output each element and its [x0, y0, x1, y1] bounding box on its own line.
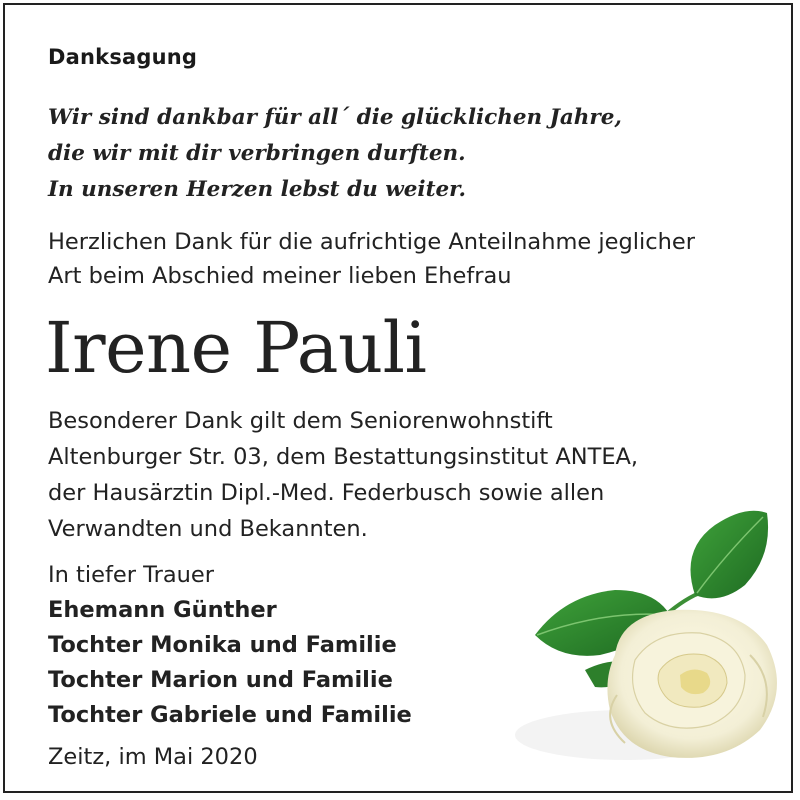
thanks-line: Herzlichen Dank für die aufrichtige Anteilnahme jeglicher	[48, 229, 695, 255]
mourner-entry: Ehemann Günther	[48, 597, 277, 623]
mourning-intro: In tiefer Trauer	[48, 562, 214, 588]
poem-line: Wir sind dankbar für all´ die glücklichen Jahre,	[48, 105, 622, 130]
deceased-name: Irene Pauli	[45, 307, 427, 389]
special-thanks-line: Besonderer Dank gilt dem Seniorenwohnstift	[48, 408, 553, 434]
thanks-text	[48, 225, 695, 293]
poem-line: die wir mit dir verbringen durften.	[48, 141, 466, 166]
poem-verse	[48, 100, 622, 208]
mourner-entry: Tochter Gabriele und Familie	[48, 702, 412, 728]
special-thanks-line: Altenburger Str. 03, dem Bestattungsinstitut ANTEA,	[48, 444, 639, 470]
white-rose-icon	[505, 495, 793, 793]
obituary-notice	[3, 3, 793, 793]
thanks-line: Art beim Abschied meiner lieben Ehefrau	[48, 263, 512, 289]
special-thanks-line: der Hausärztin Dipl.-Med. Federbusch sowie allen	[48, 480, 605, 506]
mourner-entry: Tochter Marion und Familie	[48, 667, 393, 693]
mourner-entry: Tochter Monika und Familie	[48, 632, 397, 658]
notice-heading: Danksagung	[48, 45, 198, 69]
poem-line: In unseren Herzen lebst du weiter.	[48, 177, 467, 202]
place-and-date: Zeitz, im Mai 2020	[48, 744, 258, 770]
mourners-list	[48, 558, 412, 733]
special-thanks-line: Verwandten und Bekannten.	[48, 516, 368, 542]
